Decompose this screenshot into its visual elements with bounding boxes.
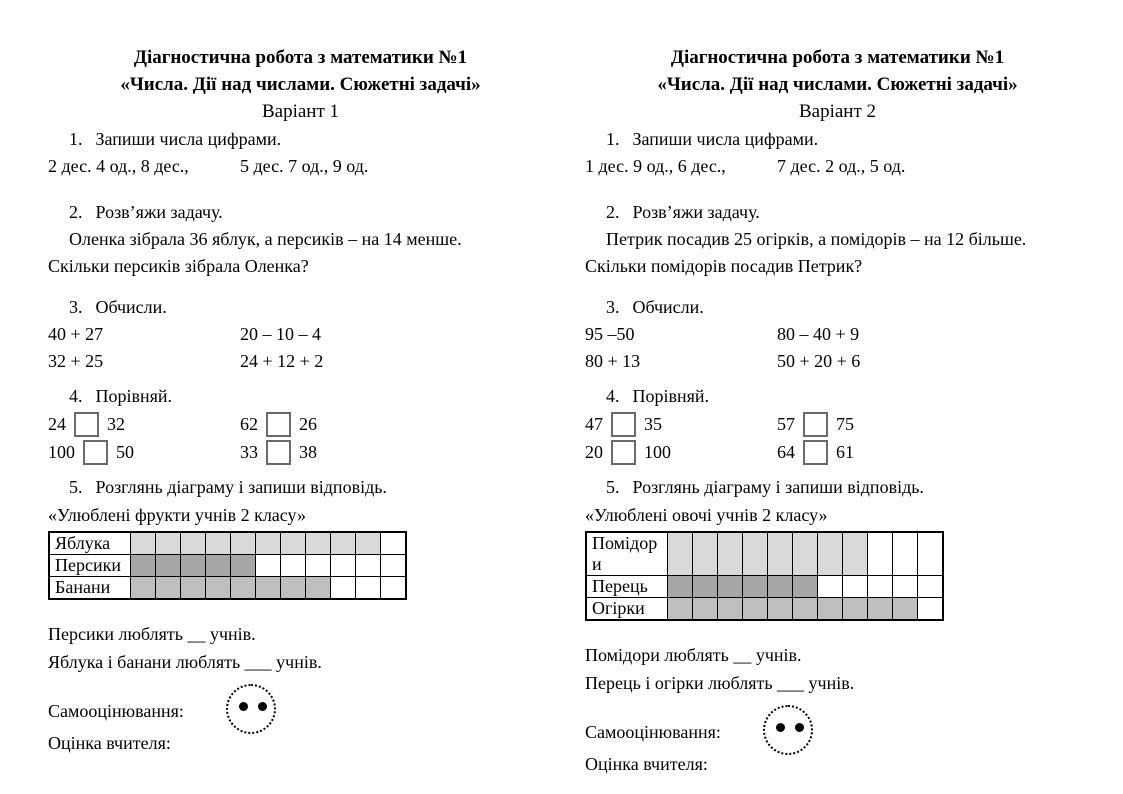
task3-heading	[48, 294, 553, 321]
chart-filled-cell	[155, 576, 181, 599]
chart-empty-cell	[867, 575, 893, 598]
chart-empty-cell	[917, 575, 943, 598]
chart-filled-cell	[155, 554, 181, 577]
chart-filled-cell	[692, 575, 718, 598]
expression: 40 + 27	[48, 324, 104, 344]
comparison-answer-box	[74, 412, 99, 437]
chart-filled-cell	[130, 532, 156, 555]
chart-filled-cell	[692, 532, 718, 576]
pictogram-chart-table	[48, 531, 407, 600]
comparison-right-number: 26	[299, 413, 317, 434]
chart-filled-cell	[667, 597, 693, 620]
chart-empty-cell	[380, 576, 406, 599]
self-assessment-label: Самооцінювання:	[48, 701, 184, 721]
chart-filled-cell	[717, 532, 743, 576]
task3-expressions	[48, 321, 553, 375]
comparison-pair	[585, 440, 777, 465]
task4-number: 4.	[606, 386, 620, 406]
comparison-row	[48, 438, 553, 466]
chart-empty-cell	[355, 576, 381, 599]
chart-filled-cell	[717, 575, 743, 598]
task2-number: 2.	[69, 202, 83, 222]
comparison-left-number: 33	[240, 441, 258, 462]
task2-problem-line1: Петрик посадив 25 огірків, а помідорів – на 12 більше.	[606, 229, 1027, 249]
task5-number: 5.	[606, 477, 620, 497]
task5-heading	[585, 474, 1090, 501]
chart-row	[49, 576, 406, 599]
comparison-pair	[585, 412, 777, 437]
chart-empty-cell	[355, 554, 381, 577]
comparison-right-number: 50	[116, 441, 134, 462]
smiley-right-eye	[258, 702, 267, 711]
chart-empty-cell	[892, 532, 918, 576]
task1-heading	[585, 126, 1090, 153]
task4-heading	[48, 383, 553, 410]
work-title-line1: Діагностична робота з математики №1	[133, 47, 468, 68]
task3-number: 3.	[606, 297, 620, 317]
task1-numbers-right: 5 дес. 7 од., 9 од.	[240, 156, 369, 176]
task1-number: 1.	[69, 129, 83, 149]
task4-heading	[585, 383, 1090, 410]
chart-filled-cell	[280, 576, 306, 599]
task3-heading	[585, 294, 1090, 321]
chart-filled-cell	[130, 554, 156, 577]
smiley-left-eye	[776, 723, 785, 732]
answer-line: Яблука і банани люблять ___ учнів.	[48, 652, 322, 672]
assessment-block	[585, 716, 1090, 780]
chart-empty-cell	[817, 575, 843, 598]
variant-label: Варіант 1	[261, 101, 340, 122]
chart-filled-cell	[205, 532, 231, 555]
chart-filled-cell	[155, 532, 181, 555]
chart-empty-cell	[255, 554, 281, 577]
task2-label: Розв’яжи задачу.	[95, 202, 223, 222]
task3-label: Обчисли.	[632, 297, 704, 317]
chart-filled-cell	[767, 532, 793, 576]
chart-empty-cell	[842, 575, 868, 598]
expression: 24 + 12 + 2	[240, 351, 324, 371]
expression: 80 – 40 + 9	[777, 324, 860, 344]
task3-label: Обчисли.	[95, 297, 167, 317]
chart-filled-cell	[667, 532, 693, 576]
comparison-pair	[777, 440, 854, 465]
comparison-left-number: 24	[48, 413, 66, 434]
chart-filled-cell	[792, 532, 818, 576]
chart-empty-cell	[305, 554, 331, 577]
expression: 95 –50	[585, 324, 635, 344]
comparison-left-number: 57	[777, 413, 795, 434]
comparison-row	[585, 410, 1090, 438]
chart-filled-cell	[255, 576, 281, 599]
chart-row-label: Яблука	[49, 532, 131, 555]
smiley-face-icon	[226, 684, 276, 734]
work-title-line2: «Числа. Дії над числами. Сюжетні задачі»	[120, 74, 481, 95]
task1-numbers	[585, 153, 1090, 180]
chart-row	[586, 532, 943, 576]
chart-filled-cell	[255, 532, 281, 555]
comparison-left-number: 62	[240, 413, 258, 434]
task4-label: Порівняй.	[632, 386, 710, 406]
answer-line: Перець і огірки люблять ___ учнів.	[585, 673, 855, 693]
task1-label: Запиши числа цифрами.	[95, 129, 282, 149]
task2-problem-line2: Скільки помідорів посадив Петрик?	[585, 256, 863, 276]
chart-empty-cell	[917, 597, 943, 620]
chart-filled-cell	[130, 576, 156, 599]
comparison-answer-box	[266, 412, 291, 437]
comparison-pair	[777, 412, 854, 437]
chart-row-label: Банани	[49, 576, 131, 599]
teacher-grade-label: Оцінка вчителя:	[585, 754, 708, 774]
task1-heading	[48, 126, 553, 153]
task5-label: Розглянь діаграму і запиши відповідь.	[632, 477, 924, 497]
chart-filled-cell	[742, 532, 768, 576]
expression: 50 + 20 + 6	[777, 351, 861, 371]
comparison-right-number: 75	[836, 413, 854, 434]
chart-filled-cell	[892, 597, 918, 620]
task1-numbers-right: 7 дес. 2 од., 5 од.	[777, 156, 906, 176]
task3-number: 3.	[69, 297, 83, 317]
answer-lines	[585, 641, 1090, 697]
work-title-line1: Діагностична робота з математики №1	[670, 47, 1005, 68]
expression: 20 – 10 – 4	[240, 324, 321, 344]
comparison-right-number: 35	[644, 413, 662, 434]
chart-filled-cell	[767, 597, 793, 620]
chart-row-label: Помідори	[586, 532, 668, 576]
answer-line: Помідори люблять __ учнів.	[585, 645, 802, 665]
chart-filled-cell	[230, 532, 256, 555]
chart-filled-cell	[692, 597, 718, 620]
task2-heading	[48, 199, 553, 226]
chart-filled-cell	[330, 532, 356, 555]
chart-filled-cell	[205, 576, 231, 599]
chart-filled-cell	[305, 576, 331, 599]
chart-filled-cell	[867, 597, 893, 620]
chart-filled-cell	[280, 532, 306, 555]
task4-number: 4.	[69, 386, 83, 406]
chart-empty-cell	[867, 532, 893, 576]
chart-empty-cell	[380, 554, 406, 577]
task3-expressions	[585, 321, 1090, 375]
chart-row	[586, 575, 943, 598]
chart-filled-cell	[230, 576, 256, 599]
expression: 80 + 13	[585, 351, 641, 371]
comparison-left-number: 47	[585, 413, 603, 434]
chart-empty-cell	[330, 554, 356, 577]
chart-title: «Улюблені овочі учнів 2 класу»	[585, 505, 828, 525]
chart-filled-cell	[742, 597, 768, 620]
comparison-right-number: 100	[644, 441, 671, 462]
task1-numbers	[48, 153, 553, 180]
chart-empty-cell	[380, 532, 406, 555]
comparison-right-number: 38	[299, 441, 317, 462]
chart-empty-cell	[917, 532, 943, 576]
task1-number: 1.	[606, 129, 620, 149]
comparison-pair	[48, 440, 240, 465]
chart-filled-cell	[205, 554, 231, 577]
chart-row-label: Огірки	[586, 597, 668, 620]
comparison-row	[48, 410, 553, 438]
task1-label: Запиши числа цифрами.	[632, 129, 819, 149]
chart-filled-cell	[817, 532, 843, 576]
self-assessment-label: Самооцінювання:	[585, 722, 721, 742]
comparison-row	[585, 438, 1090, 466]
chart-row-label: Перець	[586, 575, 668, 598]
comparison-answer-box	[611, 412, 636, 437]
chart-empty-cell	[280, 554, 306, 577]
chart-filled-cell	[180, 576, 206, 599]
chart-filled-cell	[842, 532, 868, 576]
chart-filled-cell	[230, 554, 256, 577]
work-title-line2: «Числа. Дії над числами. Сюжетні задачі»	[657, 74, 1018, 95]
chart-filled-cell	[355, 532, 381, 555]
chart-filled-cell	[842, 597, 868, 620]
comparison-left-number: 100	[48, 441, 75, 462]
comparison-answer-box	[83, 440, 108, 465]
task5-heading	[48, 474, 553, 501]
expression: 32 + 25	[48, 351, 104, 371]
chart-filled-cell	[792, 575, 818, 598]
comparison-answer-box	[803, 440, 828, 465]
task4-label: Порівняй.	[95, 386, 173, 406]
teacher-grade-label: Оцінка вчителя:	[48, 733, 171, 753]
chart-row	[49, 554, 406, 577]
task2-problem-line1: Оленка зібрала 36 яблук, а персиків – на 14 менше.	[69, 229, 462, 249]
comparison-answer-box	[611, 440, 636, 465]
chart-filled-cell	[305, 532, 331, 555]
task2-label: Розв’яжи задачу.	[632, 202, 760, 222]
task1-numbers-left: 2 дес. 4 од., 8 дес.,	[48, 156, 189, 176]
chart-row	[586, 597, 943, 620]
comparison-right-number: 61	[836, 441, 854, 462]
answer-line: Персики люблять __ учнів.	[48, 624, 256, 644]
chart-filled-cell	[180, 554, 206, 577]
chart-filled-cell	[180, 532, 206, 555]
task1-numbers-left: 1 дес. 9 од., 6 дес.,	[585, 156, 726, 176]
chart-row-label: Персики	[49, 554, 131, 577]
comparison-pair	[240, 412, 317, 437]
task2-number: 2.	[606, 202, 620, 222]
chart-filled-cell	[792, 597, 818, 620]
comparison-left-number: 20	[585, 441, 603, 462]
answer-lines	[48, 620, 553, 676]
comparison-answer-box	[803, 412, 828, 437]
smiley-left-eye	[239, 702, 248, 711]
smiley-right-eye	[795, 723, 804, 732]
chart-filled-cell	[742, 575, 768, 598]
variant-1-column	[48, 44, 553, 759]
comparison-pair	[240, 440, 317, 465]
chart-row	[49, 532, 406, 555]
variant-2-column	[585, 44, 1090, 780]
comparison-left-number: 64	[777, 441, 795, 462]
chart-filled-cell	[667, 575, 693, 598]
chart-filled-cell	[817, 597, 843, 620]
comparison-right-number: 32	[107, 413, 125, 434]
comparison-answer-box	[266, 440, 291, 465]
chart-filled-cell	[717, 597, 743, 620]
chart-empty-cell	[330, 576, 356, 599]
comparison-pair	[48, 412, 240, 437]
task5-label: Розглянь діаграму і запиши відповідь.	[95, 477, 387, 497]
task2-problem-line2: Скільки персиків зібрала Оленка?	[48, 256, 309, 276]
chart-empty-cell	[892, 575, 918, 598]
smiley-face-icon	[763, 705, 813, 755]
task5-number: 5.	[69, 477, 83, 497]
task2-heading	[585, 199, 1090, 226]
assessment-block	[48, 695, 553, 759]
pictogram-chart-table	[585, 531, 944, 621]
chart-filled-cell	[767, 575, 793, 598]
variant-label: Варіант 2	[798, 101, 877, 122]
chart-title: «Улюблені фрукти учнів 2 класу»	[48, 505, 306, 525]
